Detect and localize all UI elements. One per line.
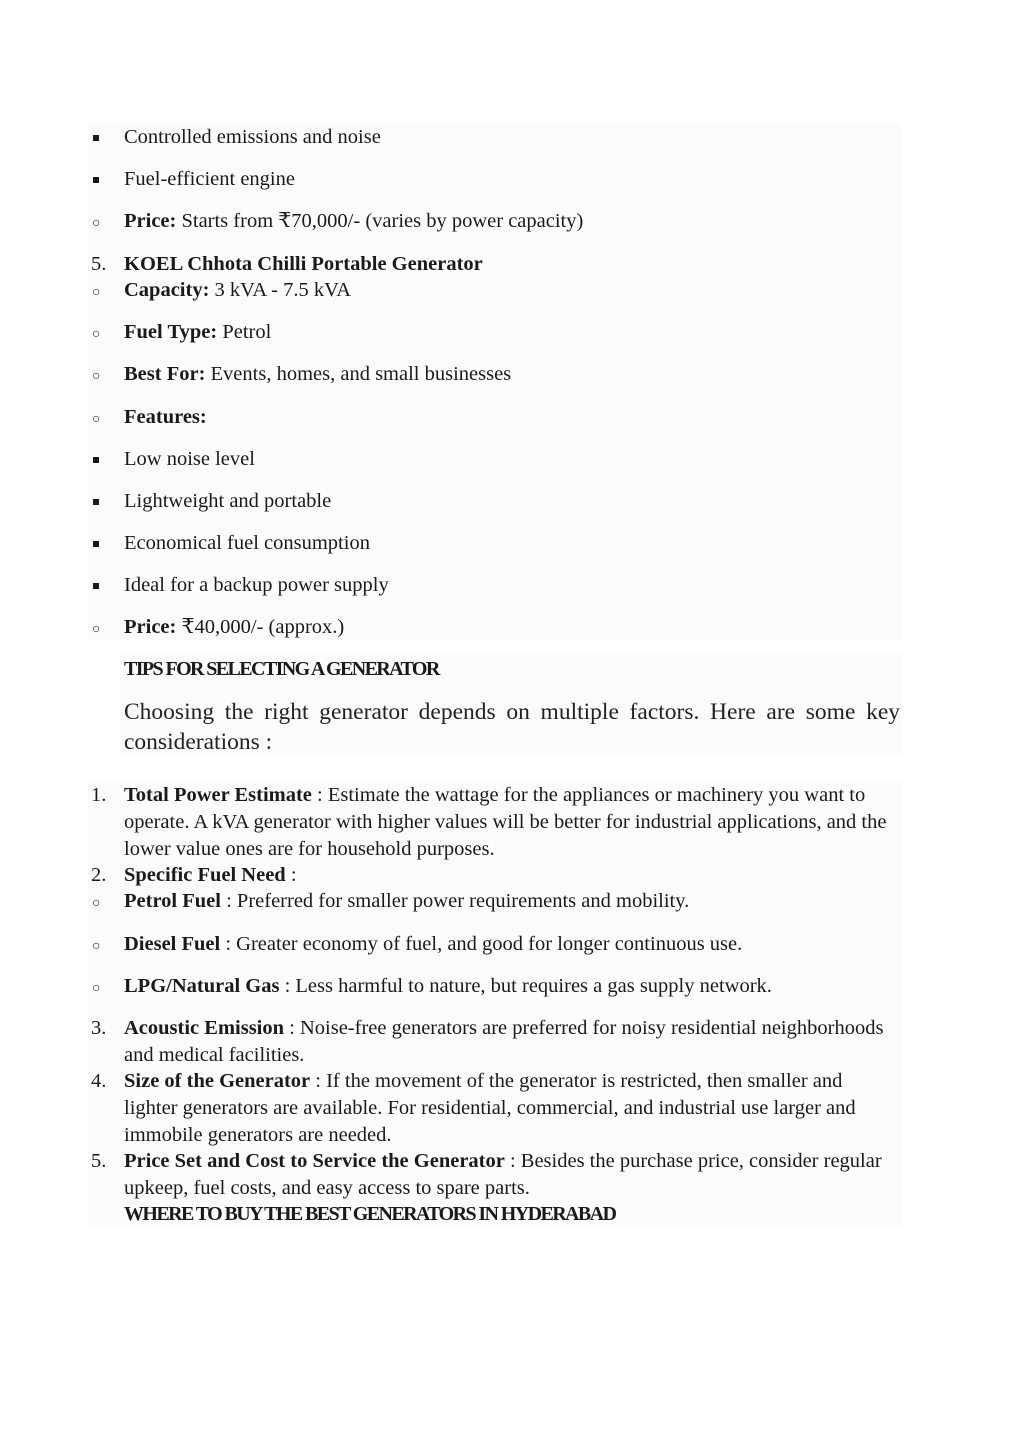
list-item-text: Fuel-efficient engine — [124, 168, 295, 190]
list-number: 2. — [91, 864, 107, 886]
list-item-text: Ideal for a backup power supply — [124, 574, 389, 596]
intro-paragraph: Choosing the right generator depends on multiple factors. Here are some key considerations : — [124, 699, 900, 755]
square-bullet-icon — [93, 499, 99, 505]
section-heading: WHERE TO BUY THE BEST GENERATORS IN HYDERABAD — [124, 1203, 616, 1225]
best-for-value: Events, homes, and small businesses — [210, 363, 512, 385]
circle-bullet-icon: ○ — [92, 939, 101, 954]
item-text: : — [285, 864, 297, 886]
circle-bullet-icon: ○ — [92, 412, 101, 427]
item-label: Specific Fuel Need — [124, 864, 286, 886]
fuel-type-value: Petrol — [222, 321, 272, 343]
capacity-label: Capacity: — [124, 279, 210, 301]
square-bullet-icon — [93, 583, 99, 589]
price-label: Price: — [124, 210, 177, 232]
item-text: : Besides the purchase price, consider regular upkeep, fuel costs, and easy access to spare parts. — [124, 1150, 882, 1199]
list-number: 1. — [91, 784, 107, 806]
item-text: : Less harmful to nature, but requires a gas supply network. — [279, 975, 772, 997]
list-number: 5. — [91, 253, 107, 275]
product-title: KOEL Chhota Chilli Portable Generator — [124, 253, 483, 275]
list-item-text: Controlled emissions and noise — [124, 126, 381, 148]
square-bullet-icon — [93, 177, 99, 183]
best-for-label: Best For: — [124, 363, 206, 385]
features-label: Features: — [124, 406, 207, 428]
section-heading: TIPS FOR SELECTING A GENERATOR — [124, 658, 439, 680]
list-item-text: Economical fuel consumption — [124, 532, 370, 554]
price-value: ₹40,000/- (approx.) — [181, 616, 345, 638]
list-number: 3. — [91, 1017, 107, 1039]
item-text: : Estimate the wattage for the appliances or machinery you want to operate. A kVA generator with higher values will be better for industrial applications, and the lower value ones are for household purposes. — [124, 784, 887, 860]
circle-bullet-icon: ○ — [92, 981, 101, 996]
list-item-text: Low noise level — [124, 448, 255, 470]
circle-bullet-icon: ○ — [92, 896, 101, 911]
item-text: : Preferred for smaller power requirements and mobility. — [220, 890, 690, 912]
item-label: LPG/Natural Gas — [124, 975, 280, 997]
square-bullet-icon — [93, 541, 99, 547]
item-label: Diesel Fuel — [124, 933, 221, 955]
item-label: Petrol Fuel — [124, 890, 221, 912]
circle-bullet-icon: ○ — [92, 216, 101, 231]
item-text: : Greater economy of fuel, and good for longer continuous use. — [220, 933, 743, 955]
fuel-type-label: Fuel Type: — [124, 321, 218, 343]
capacity-value: 3 kVA - 7.5 kVA — [214, 279, 352, 301]
item-label: Price Set and Cost to Service the Generator — [124, 1150, 505, 1172]
item-text: : Noise-free generators are preferred for noisy residential neighborhoods and medical facilities. — [124, 1017, 884, 1066]
price-value: Starts from ₹70,000/- (varies by power capacity) — [181, 210, 584, 232]
circle-bullet-icon: ○ — [92, 327, 101, 342]
item-label: Size of the Generator — [124, 1070, 311, 1092]
square-bullet-icon — [93, 135, 99, 141]
list-number: 5. — [91, 1150, 107, 1172]
circle-bullet-icon: ○ — [92, 369, 101, 384]
price-label: Price: — [124, 616, 177, 638]
item-label: Acoustic Emission — [124, 1017, 285, 1039]
list-number: 4. — [91, 1070, 107, 1092]
square-bullet-icon — [93, 457, 99, 463]
circle-bullet-icon: ○ — [92, 622, 101, 637]
item-text: : If the movement of the generator is restricted, then smaller and lighter generators are available. For residential, commercial, and industrial use larger and immobile generators are needed. — [124, 1070, 856, 1146]
item-label: Total Power Estimate — [124, 784, 312, 806]
circle-bullet-icon: ○ — [92, 285, 101, 300]
list-item-text: Lightweight and portable — [124, 490, 332, 512]
